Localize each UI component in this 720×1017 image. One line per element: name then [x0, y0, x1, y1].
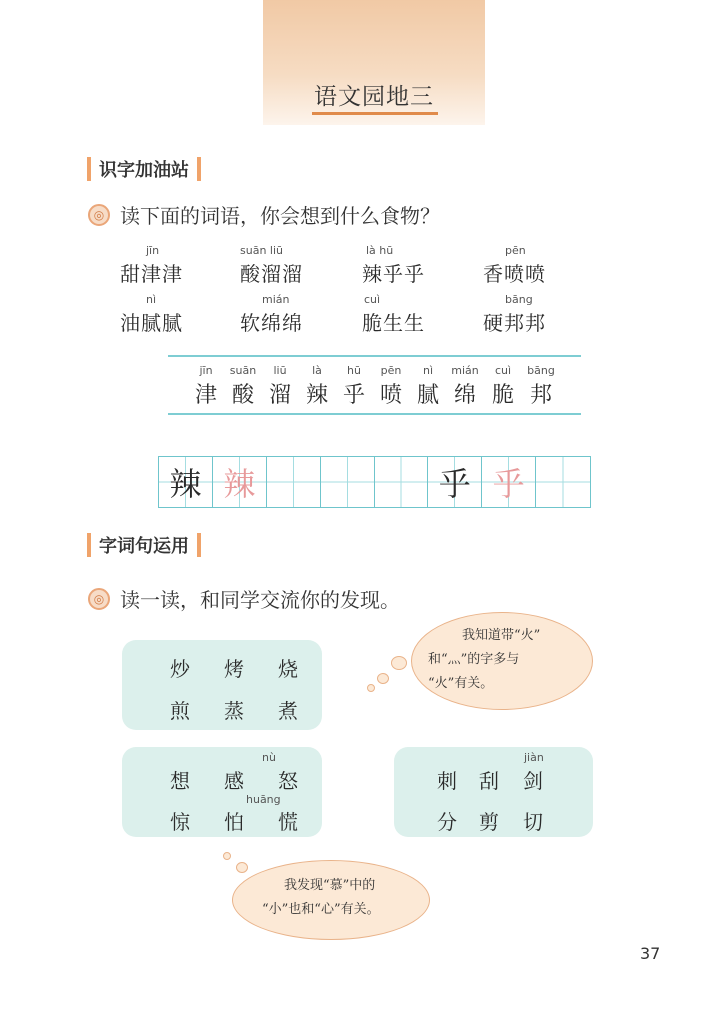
- pinyin: pēn: [505, 244, 526, 257]
- section-bar-right: [197, 533, 201, 557]
- pinyin: nì: [422, 364, 434, 377]
- box-row: [170, 695, 332, 724]
- word-item: [120, 244, 230, 287]
- writing-grid: [158, 456, 591, 508]
- box-row: [437, 806, 577, 835]
- instruction-text: 读下面的词语，你会想到什么食物？: [120, 204, 440, 228]
- pinyin: nì: [146, 293, 157, 306]
- char-item: [228, 364, 258, 409]
- thought-dot: [391, 656, 407, 670]
- title-underline: [312, 112, 438, 115]
- char-line-bottom: [168, 413, 581, 415]
- page-number: 37: [640, 944, 661, 963]
- writing-cell[interactable]: [375, 457, 429, 507]
- writing-cell: 辣: [159, 457, 213, 507]
- box-row: [170, 653, 332, 682]
- box-char: 切: [523, 810, 543, 834]
- char-item: [450, 364, 480, 409]
- writing-cell[interactable]: [536, 457, 590, 507]
- box-row: [170, 806, 332, 835]
- pinyin: cuì: [494, 364, 512, 377]
- section-header-1: [87, 156, 201, 182]
- box-char: 怒: [278, 769, 298, 793]
- box-char: 刮: [479, 769, 499, 793]
- pinyin: mián: [451, 364, 479, 377]
- word-text: 香喷喷: [483, 262, 546, 286]
- thought-dot: [223, 852, 231, 860]
- bubble-text: [428, 624, 578, 696]
- char: 乎: [342, 383, 365, 408]
- char-item: [376, 364, 406, 409]
- word-item: [483, 244, 593, 287]
- section-bar-left: [87, 157, 91, 181]
- char: 喷: [379, 383, 402, 408]
- box-char: 想: [170, 769, 190, 793]
- pinyin: hū: [347, 364, 361, 377]
- char-item: [488, 364, 518, 409]
- char-item: [526, 364, 556, 409]
- instruction-2: [88, 584, 400, 613]
- word-item: [240, 293, 350, 336]
- pinyin: nù: [262, 751, 276, 764]
- instruction-text: 读一读，和同学交流你的发现。: [120, 588, 400, 612]
- pinyin: là hū: [366, 244, 394, 257]
- bubble-line: 我知道带“火”: [462, 628, 541, 643]
- box-char: 感: [224, 769, 244, 793]
- pinyin: suān liū: [240, 244, 283, 257]
- word-item: [483, 293, 593, 336]
- section-header-2: [87, 532, 201, 558]
- word-item: [240, 244, 350, 287]
- instruction-1: [88, 200, 440, 229]
- thought-dot: [367, 684, 375, 692]
- char: 邦: [529, 383, 552, 408]
- char: 脆: [491, 383, 514, 408]
- pinyin: là: [312, 364, 322, 377]
- pinyin: bāng: [505, 293, 533, 306]
- word-text: 油腻腻: [120, 311, 183, 335]
- word-text: 脆生生: [362, 311, 425, 335]
- word-text: 酸溜溜: [240, 262, 303, 286]
- word-item: [120, 293, 230, 336]
- char: 酸: [231, 383, 254, 408]
- box-char: 慌: [278, 810, 298, 834]
- section-title: 识字加油站: [99, 160, 189, 181]
- box-char: 惊: [170, 810, 190, 834]
- writing-cell-trace: 乎: [482, 457, 536, 507]
- writing-cell[interactable]: [267, 457, 321, 507]
- box-row: [437, 765, 577, 794]
- bubble-line: “小”也和“心”有关。: [262, 902, 380, 917]
- char-item: [413, 364, 443, 409]
- char: 绵: [453, 383, 476, 408]
- char-item: [302, 364, 332, 409]
- char-item: [339, 364, 369, 409]
- word-item: [362, 244, 472, 287]
- thought-dot: [377, 673, 389, 684]
- word-text: 甜津津: [120, 262, 183, 286]
- pinyin: huāng: [246, 793, 281, 806]
- thought-dot: [236, 862, 248, 873]
- box-char: 煎: [170, 699, 190, 723]
- section-bar-right: [197, 157, 201, 181]
- pinyin: jīn: [146, 244, 160, 257]
- box-char: 剪: [479, 810, 499, 834]
- page-title: 语文园地三: [314, 84, 434, 110]
- char-item: [265, 364, 295, 409]
- writing-cell[interactable]: [321, 457, 375, 507]
- pinyin: jiàn: [524, 751, 544, 764]
- char: 溜: [268, 383, 291, 408]
- box-char: 炒: [170, 657, 190, 681]
- box-char: 剑: [523, 769, 543, 793]
- box-char: 刺: [437, 769, 457, 793]
- bubble-line: “火”有关。: [428, 676, 494, 691]
- pinyin: liū: [273, 364, 287, 377]
- spiral-icon: ◎: [88, 588, 110, 610]
- box-char: 蒸: [224, 699, 244, 723]
- char-line-top: [168, 355, 581, 357]
- word-text: 硬邦邦: [483, 311, 546, 335]
- char: 津: [194, 383, 217, 408]
- section-bar-left: [87, 533, 91, 557]
- pinyin: bāng: [527, 364, 555, 377]
- spiral-icon: ◎: [88, 204, 110, 226]
- pinyin: cuì: [364, 293, 381, 306]
- box-row: [170, 765, 332, 794]
- box-char: 烧: [278, 657, 298, 681]
- box-char: 怕: [224, 810, 244, 834]
- bubble-line: 和“灬”的字多与: [428, 652, 520, 667]
- writing-cell-trace: 辣: [213, 457, 267, 507]
- word-text: 软绵绵: [240, 311, 303, 335]
- char-item: [191, 364, 221, 409]
- char: 辣: [305, 383, 328, 408]
- word-text: 辣乎乎: [362, 262, 425, 286]
- box-char: 煮: [278, 699, 298, 723]
- bubble-line: 我发现“慕”中的: [284, 878, 376, 893]
- section-title: 字词句运用: [99, 536, 189, 557]
- writing-cell: 乎: [428, 457, 482, 507]
- char: 腻: [416, 383, 439, 408]
- box-char: 烤: [224, 657, 244, 681]
- pinyin: mián: [262, 293, 290, 306]
- pinyin: pēn: [380, 364, 402, 377]
- pinyin: suān: [229, 364, 257, 377]
- word-item: [362, 293, 472, 336]
- pinyin: jīn: [199, 364, 213, 377]
- bubble-text: [262, 874, 422, 922]
- box-char: 分: [437, 810, 457, 834]
